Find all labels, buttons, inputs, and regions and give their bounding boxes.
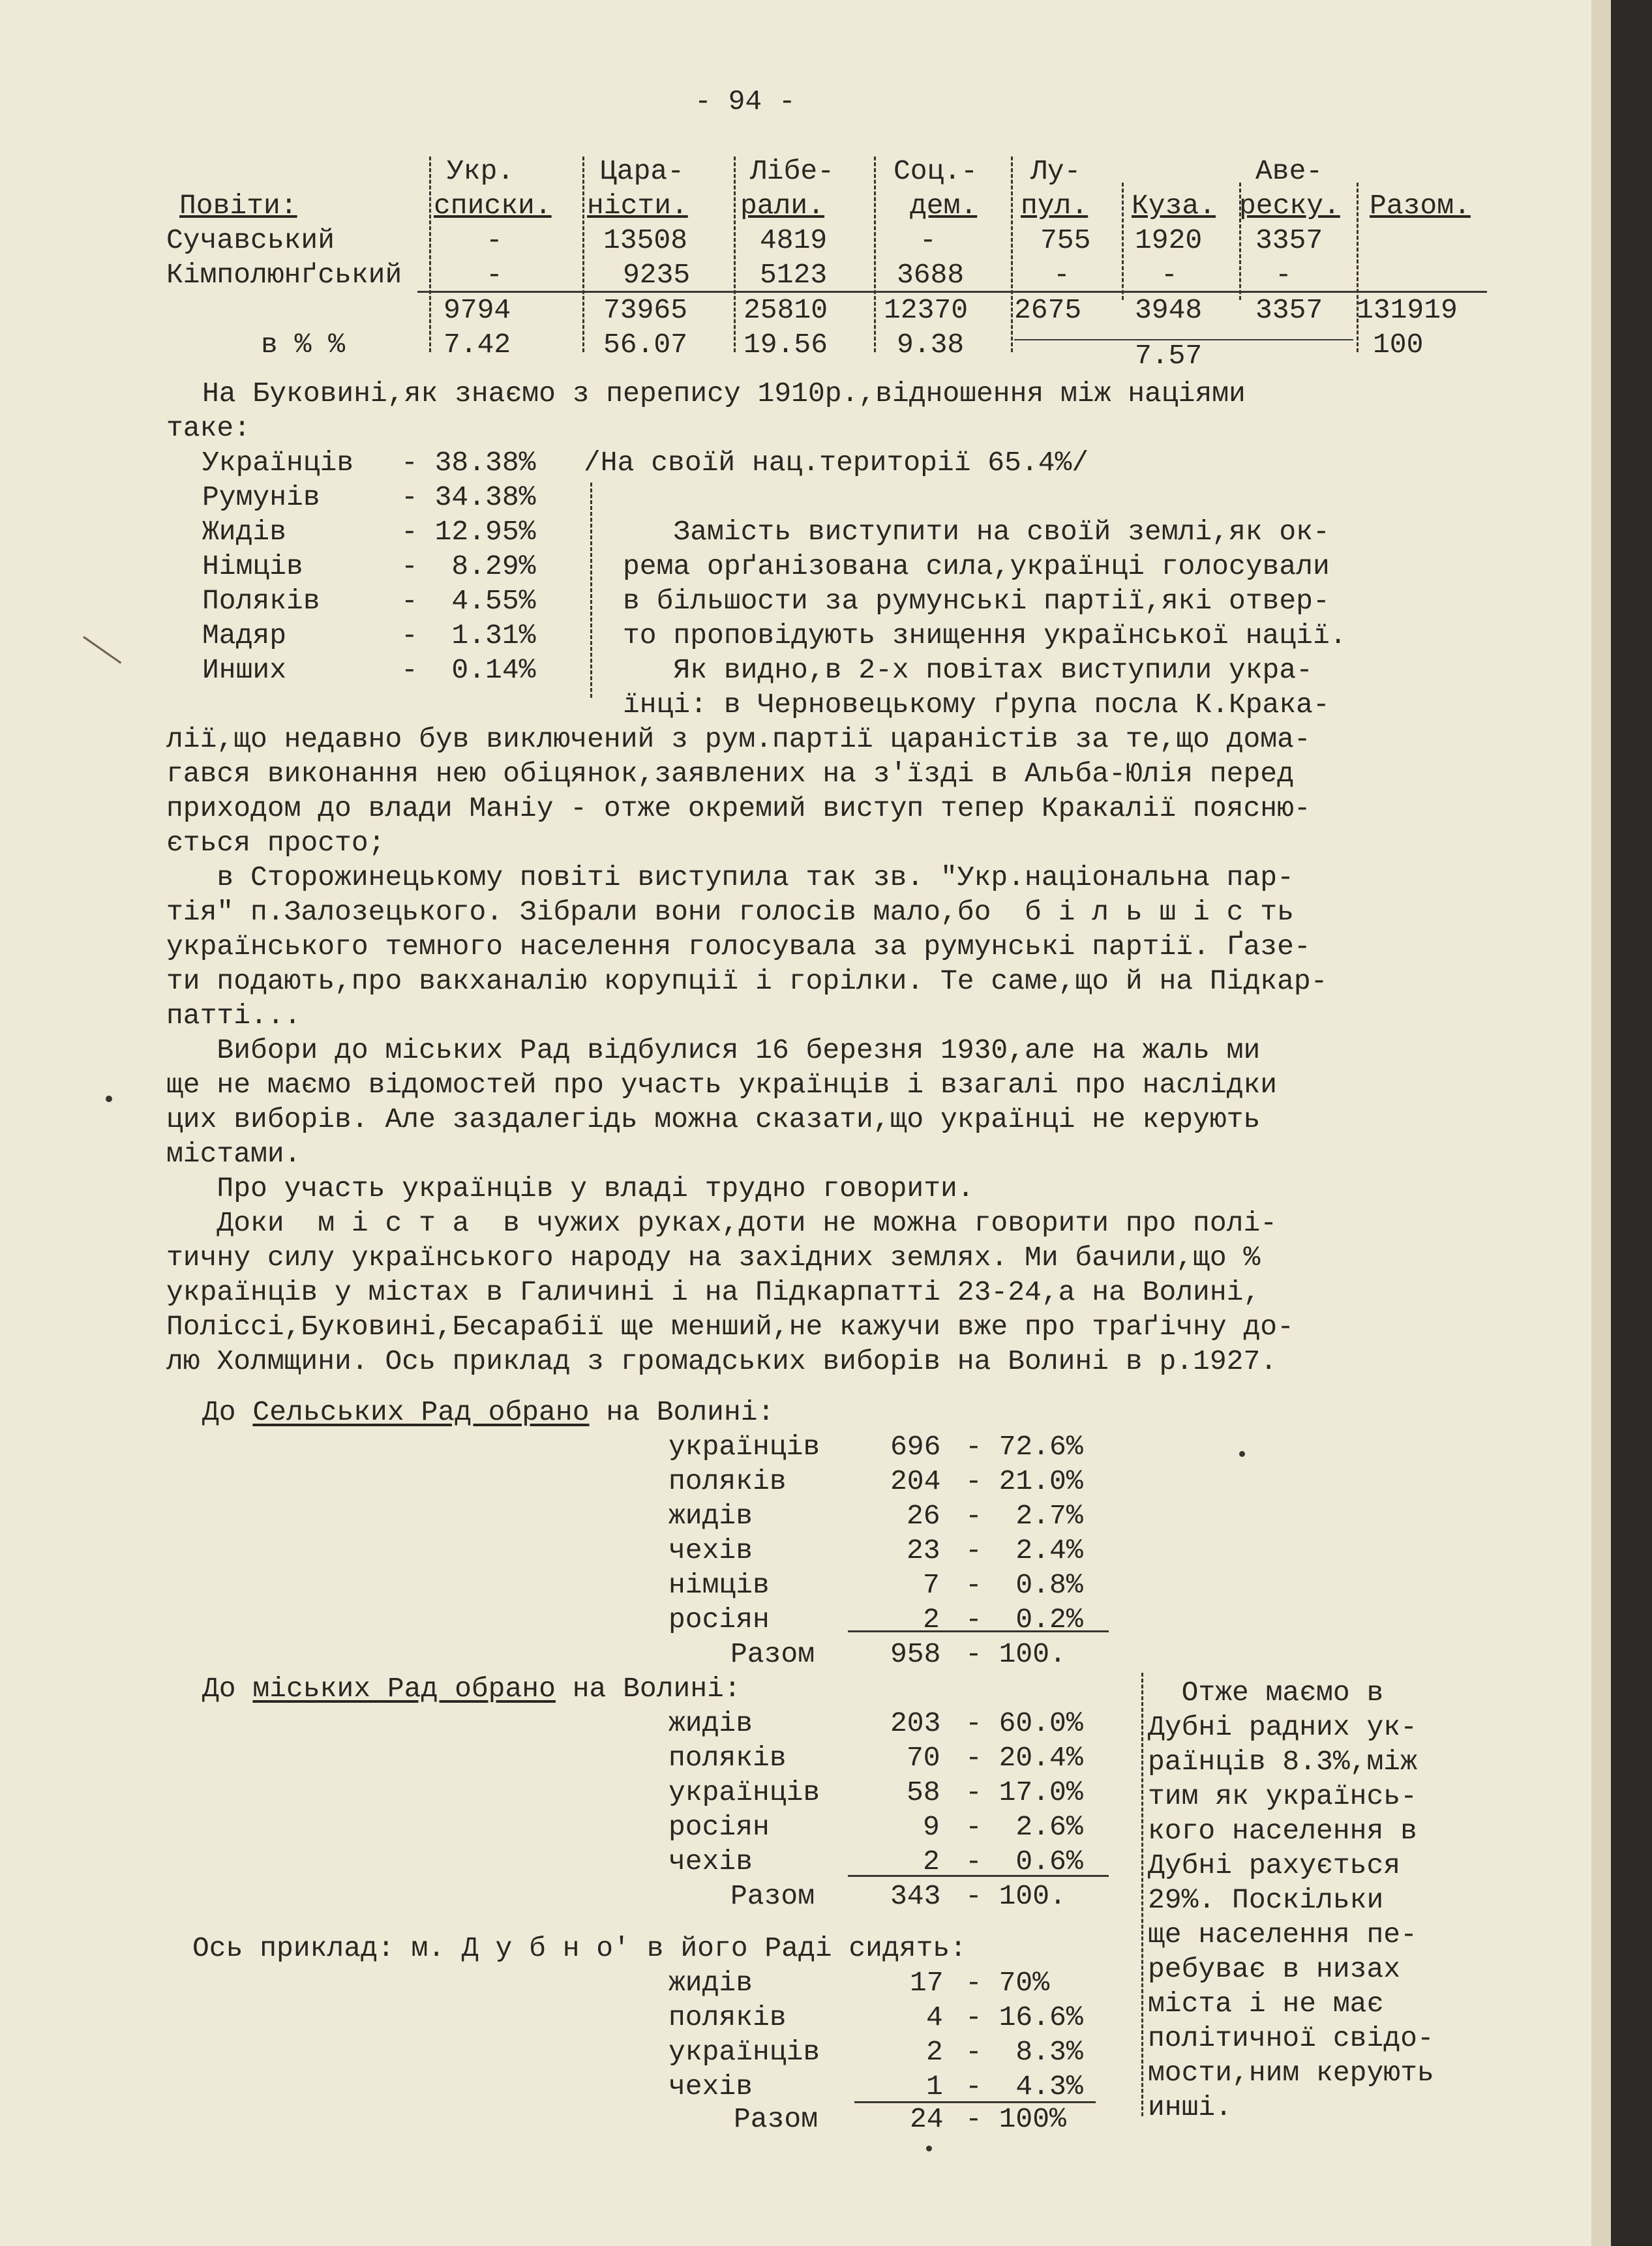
table-row-1-c2: 13508 <box>603 224 688 256</box>
text-line: то проповідують знищення української нації. <box>623 620 1347 651</box>
scan-speck <box>926 2146 932 2151</box>
table-vline <box>1357 183 1359 352</box>
table-row-count: 2 <box>926 2036 943 2068</box>
page-edge-shadow <box>1591 0 1611 2246</box>
text-line: їнці: в Черновецькому ґрупа посла К.Кракa- <box>623 689 1330 721</box>
table-row-pct: - 8.3% <box>965 2036 1083 2068</box>
dubno-total-value: 24 <box>910 2103 944 2135</box>
text-line: патті... <box>166 1000 301 1032</box>
table-row-pct: - 4.3% <box>965 2071 1083 2103</box>
text-line: рема орґанізована сила,українці голосували <box>623 550 1330 582</box>
text-line: ти подають,про вакханалію корупції і горілки. Те саме,що й на Підкар- <box>166 965 1328 997</box>
table-row-name: чехів <box>668 2071 753 2103</box>
urban-label-prefix: До <box>202 1673 253 1705</box>
rural-total-value: 958 <box>890 1638 941 1670</box>
table-row-2-c6: - <box>1161 259 1178 291</box>
totals-c6: 3948 <box>1135 294 1203 326</box>
urban-total-pct: - 100. <box>965 1880 1066 1912</box>
scan-scratch <box>83 636 121 664</box>
urban-label-underlined: міських Рад обрано <box>252 1673 556 1705</box>
text-line: Про участь українців у владі трудно говорити. <box>166 1173 974 1205</box>
list-item-value: - 34.38% <box>401 481 536 513</box>
text-line: раїнців 8.3%,між <box>1148 1746 1417 1778</box>
text-line: ребуває в низах <box>1148 1953 1401 1985</box>
text-line: лю Холмщини. Ось приклад з громадських виборів на Волині в р.1927. <box>166 1345 1278 1377</box>
table-total-rule <box>417 291 1487 293</box>
header-col4-a: Соц.- <box>894 155 978 187</box>
table-row-pct: - 72.6% <box>965 1431 1083 1463</box>
table-row-count: 26 <box>907 1500 940 1532</box>
table-row-name: поляків <box>668 1742 787 1774</box>
percent-c4: 9.38 <box>897 329 965 361</box>
table-row-count: 7 <box>923 1569 940 1601</box>
list-item: Німців <box>202 550 303 582</box>
table-row-name: жидів <box>668 1707 753 1739</box>
table-row-count: 2 <box>923 1604 940 1636</box>
percent-label: в % % <box>261 329 346 361</box>
table-row-pct: - 2.7% <box>965 1500 1083 1532</box>
text-line: в більшости за румунські партії,які отвер- <box>623 585 1330 617</box>
table-vline <box>582 157 584 352</box>
table-row-name: німців <box>668 1569 770 1601</box>
table-row-name: поляків <box>668 1465 787 1497</box>
table-row-count: 17 <box>910 1967 944 1999</box>
urban-total-label: Разом <box>730 1880 815 1912</box>
table-row-2-c3: 5123 <box>760 259 828 291</box>
list-item-value: - 1.31% <box>401 620 536 651</box>
header-col1-b: списки. <box>434 190 552 222</box>
table-vline <box>1011 157 1013 352</box>
rural-label-suffix: на Волині: <box>589 1396 775 1428</box>
list-item-value: - 0.14% <box>401 654 536 686</box>
totals-c5: 2675 <box>1014 294 1082 326</box>
page-number: - 94 - <box>695 85 796 117</box>
text-line: в Сторожинецькому повіті виступила так зв. "Укр.національна пар- <box>166 861 1294 893</box>
text-line: міста і не має <box>1148 1988 1384 2020</box>
text-line: Дубні радних ук- <box>1148 1711 1417 1743</box>
scan-speck <box>1239 1451 1245 1457</box>
table-row-name: українців <box>668 2036 820 2068</box>
text-line: Поліссі,Буковині,Бесарабії ще менший,не кажучи вже про траґічну до- <box>166 1311 1294 1343</box>
table-row-pct: - 2.4% <box>965 1535 1083 1566</box>
table-row-pct: - 60.0% <box>965 1707 1083 1739</box>
rural-total-label: Разом <box>730 1638 815 1670</box>
table-row-2-c1: - <box>486 259 503 291</box>
list-item: Мадяр <box>202 620 287 651</box>
text-line: Як видно,в 2-х повітах виступили укра- <box>623 654 1313 686</box>
text-line: приходом до влади Маніу - отже окремий виступ тепер Кракалії поясню- <box>166 792 1311 824</box>
table-row-pct: - 17.0% <box>965 1776 1083 1808</box>
table-row-name: жидів <box>668 1967 753 1999</box>
header-col3-b: рали. <box>740 190 825 222</box>
text-line: тія" п.Залозецького. Зібрали вони голосів мало,бо б і л ь ш і с ть <box>166 896 1294 928</box>
list-item-value: - 4.55% <box>401 585 536 617</box>
totals-c2: 73965 <box>603 294 688 326</box>
urban-total-value: 343 <box>890 1880 941 1912</box>
table-row-1-c3: 4819 <box>760 224 828 256</box>
percent-c6: 7.57 <box>1135 340 1203 372</box>
header-col1-a: Укр. <box>447 155 515 187</box>
list-item-value: - 38.38% <box>401 447 536 479</box>
table-vline <box>429 157 431 352</box>
totals-c7: 3357 <box>1255 294 1323 326</box>
table-row-2-c5: - <box>1053 259 1070 291</box>
table-row-name: чехів <box>668 1846 753 1878</box>
urban-label <box>202 1672 741 1706</box>
nations-divider <box>590 483 592 698</box>
table-row-2-name: Кімполюнґський <box>166 259 402 291</box>
text-line: українського темного населення голосувала за румунські партії. Ґазе- <box>166 931 1311 963</box>
totals-c3: 25810 <box>743 294 828 326</box>
table-row-pct: - 20.4% <box>965 1742 1083 1774</box>
table-row-name: росіян <box>668 1604 770 1636</box>
header-col2-b: ністи. <box>587 190 688 222</box>
text-line: тичну силу українського народу на західних землях. Ми бачили,що % <box>166 1242 1261 1274</box>
text-line: гався виконання нею обіцянок,заявлених на з'їзді в Альба-Юлія перед <box>166 758 1294 790</box>
list-item: Українців <box>202 447 354 479</box>
table-row-1-c5: 755 <box>1040 224 1091 256</box>
table-row-count: 204 <box>890 1465 941 1497</box>
bukovina-intro-line1: На Буковині,як знаємо з перепису 1910р.,відношення між націями <box>202 378 1246 410</box>
list-item: Инших <box>202 654 287 686</box>
text-line: Отже маємо в <box>1148 1677 1384 1709</box>
header-col7-b: реску. <box>1239 190 1340 222</box>
text-line: Дубні рахується <box>1148 1849 1401 1881</box>
header-col7-a: Аве- <box>1255 155 1323 187</box>
totals-c4: 12370 <box>884 294 969 326</box>
table-row-name: українців <box>668 1776 820 1808</box>
text-line: українців у містах в Галичині і на Підкарпатті 23-24,а на Волині, <box>166 1276 1261 1308</box>
list-item: Поляків <box>202 585 320 617</box>
list-item-note: /На своїй нац.території 65.4%/ <box>584 447 1089 479</box>
percent-c2: 56.07 <box>603 329 688 361</box>
text-line: 29%. Поскільки <box>1148 1884 1384 1916</box>
text-line: тим як українсь- <box>1148 1780 1417 1812</box>
table-row-count: 70 <box>907 1742 940 1774</box>
text-line: ще населення пе- <box>1148 1919 1417 1951</box>
rural-label-prefix: До <box>202 1396 253 1428</box>
urban-label-suffix: на Волині: <box>555 1673 741 1705</box>
header-col3-a: Лібе- <box>750 155 835 187</box>
text-line: Доки м і с т а в чужих руках,доти не можна говорити про полі- <box>166 1207 1278 1239</box>
text-line: мости,ним керують <box>1148 2057 1434 2089</box>
rural-sum-rule <box>848 1630 1109 1632</box>
table-row-2-c7: - <box>1275 259 1292 291</box>
side-note-divider <box>1141 1673 1143 2116</box>
table-row-1-c1: - <box>486 224 503 256</box>
table-row-1-name: Сучавський <box>166 224 335 256</box>
list-item: Жидів <box>202 516 287 548</box>
table-row-2-c2: 9235 <box>623 259 691 291</box>
rural-label-underlined: Сельських Рад обрано <box>252 1396 590 1428</box>
text-line: кого населення в <box>1148 1815 1417 1847</box>
percent-c1: 7.42 <box>443 329 511 361</box>
table-row-pct: - 0.2% <box>965 1604 1083 1636</box>
rural-total-pct: - 100. <box>965 1638 1066 1670</box>
list-item-value: - 8.29% <box>401 550 536 582</box>
urban-sum-rule <box>848 1875 1109 1877</box>
header-col4-b: дем. <box>910 190 978 222</box>
text-line: політичної свідо- <box>1148 2022 1434 2054</box>
table-row-pct: - 70% <box>965 1967 1050 1999</box>
table-row-2-c4: 3688 <box>897 259 965 291</box>
table-row-count: 696 <box>890 1431 941 1463</box>
table-row-count: 9 <box>923 1811 940 1843</box>
dubno-intro: Ось приклад: м. Д у б н о' в його Раді сидять: <box>192 1932 967 1964</box>
list-item-value: - 12.95% <box>401 516 536 548</box>
text-line: лії,що недавно був виключений з рум.партії царaністів за те,що дома- <box>166 723 1311 755</box>
header-col8: Разом. <box>1370 190 1471 222</box>
header-col6: Куза. <box>1132 190 1216 222</box>
table-row-pct: - 0.6% <box>965 1846 1083 1878</box>
table-row-name: жидів <box>668 1500 753 1532</box>
header-col0: Повіти: <box>179 190 297 222</box>
table-row-name: чехів <box>668 1535 753 1566</box>
text-line: ще не маємо відомостей про участь українців і взагалі про наслідки <box>166 1069 1278 1101</box>
text-line: цих виборів. Але заздалегідь можна сказати,що українці не керують <box>166 1103 1261 1135</box>
totals-c8: 131919 <box>1357 294 1458 326</box>
list-item: Румунів <box>202 481 320 513</box>
table-row-count: 4 <box>926 2001 943 2033</box>
table-row-name: українців <box>668 1431 820 1463</box>
table-row-1-c7: 3357 <box>1255 224 1323 256</box>
percent-c8: 100 <box>1373 329 1424 361</box>
table-row-name: поляків <box>668 2001 787 2033</box>
header-col2-a: Цара- <box>600 155 685 187</box>
text-line: містами. <box>166 1138 301 1170</box>
table-vline <box>1122 183 1124 300</box>
table-row-count: 1 <box>926 2071 943 2103</box>
table-row-pct: - 21.0% <box>965 1465 1083 1497</box>
text-line: Вибори до міських Рад відбулися 16 березня 1930,але на жаль ми <box>166 1034 1261 1066</box>
text-line: Замість виступити на своїй землі,як ок- <box>623 516 1330 548</box>
percent-c3: 19.56 <box>743 329 828 361</box>
table-row-count: 23 <box>907 1535 940 1566</box>
table-row-pct: - 16.6% <box>965 2001 1083 2033</box>
table-row-count: 2 <box>923 1846 940 1878</box>
dubno-total-label: Разом <box>734 2103 818 2135</box>
rural-label <box>202 1396 774 1430</box>
table-row-name: росіян <box>668 1811 770 1843</box>
text-line: ється просто; <box>166 827 385 859</box>
scan-border <box>1611 0 1652 2246</box>
bukovina-intro-line2: таке: <box>166 412 251 444</box>
table-row-count: 58 <box>907 1776 940 1808</box>
header-col5-a: Лу- <box>1030 155 1081 187</box>
table-vline <box>734 157 736 352</box>
table-row-pct: - 2.6% <box>965 1811 1083 1843</box>
dubno-total-pct: - 100% <box>965 2103 1066 2135</box>
table-vline <box>1239 183 1241 300</box>
table-vline <box>874 157 876 352</box>
table-span-rule <box>1014 339 1353 340</box>
table-row-count: 203 <box>890 1707 941 1739</box>
table-row-1-c4: - <box>920 224 937 256</box>
text-line: инші. <box>1148 2091 1233 2123</box>
scan-speck <box>106 1096 112 1102</box>
table-row-1-c6: 1920 <box>1135 224 1203 256</box>
totals-c1: 9794 <box>443 294 511 326</box>
table-row-pct: - 0.8% <box>965 1569 1083 1601</box>
header-col5-b: пул. <box>1021 190 1089 222</box>
